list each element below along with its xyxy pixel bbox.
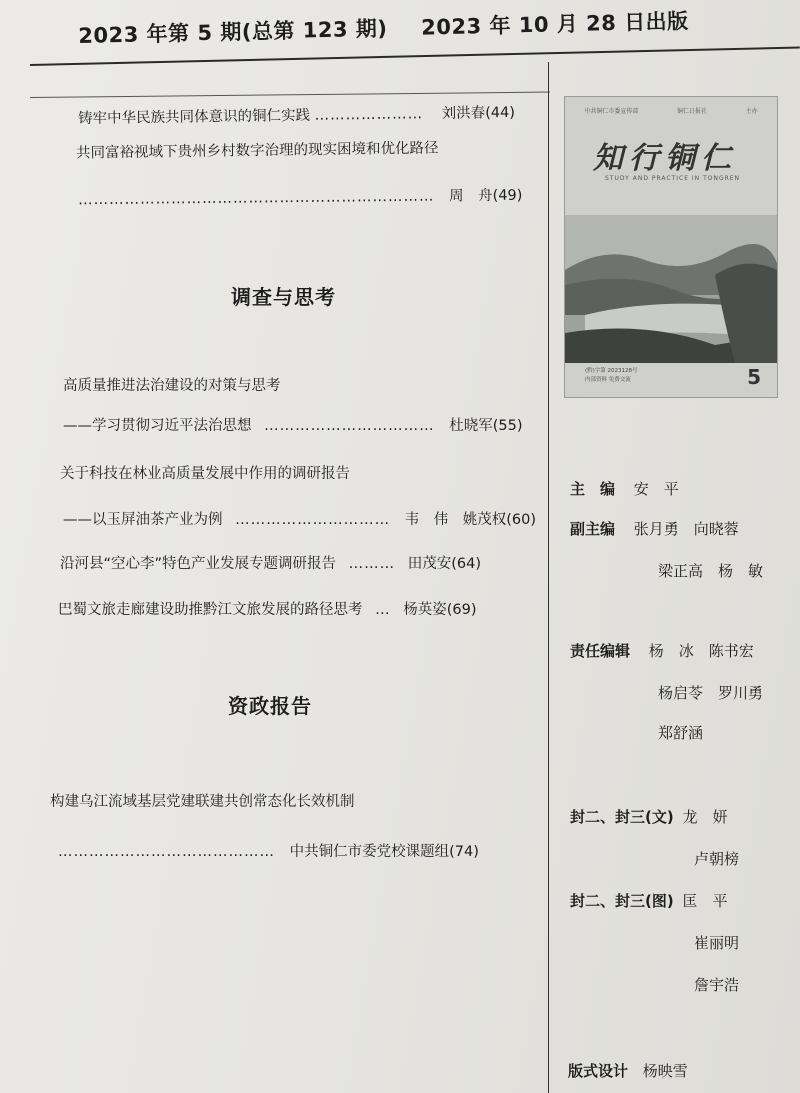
credit-cover-image: 封二、封三(图) 匡 平 [570,892,728,910]
magazine-cover [564,96,778,398]
toc-entry-dots: …………………………………………………………… 周 舟(49) [77,187,523,209]
cover-band: 中共铜仁市委宣传部 铜仁日报社 主办 [584,107,758,115]
toc-entry[interactable]: 共同富裕视域下贵州乡村数字治理的现实困境和优化路径 [75,140,439,162]
toc-entry-sub: ——学习贯彻习近平法治思想 …………………………… 杜晓军(55) [63,418,523,434]
credit-cover-text-2: 卢朝榜 [694,850,740,868]
credit-responsible-editor: 责任编辑 杨 冰 陈书宏 [570,642,754,660]
cover-subtitle: STUDY AND PRACTICE IN TONGREN [605,175,741,182]
cover-issue-number: 5 [747,365,761,389]
section-heading: 资政报告 [228,694,312,718]
credit-deputy-editor: 副主编 张月勇 向晓蓉 [570,520,739,538]
credit-deputy-editor-2: 梁正高 杨 敏 [658,562,764,580]
toc-entry[interactable]: 巴蜀文旅走廊建设助推黔江文旅发展的路径思考 … 杨英姿(69) [58,602,477,618]
toc-entry[interactable]: 关于科技在林业高质量发展中作用的调研报告 [60,466,350,482]
credit-cover-image-3: 詹宇浩 [694,976,740,994]
cover-footer: (黔)字第 2023128号 内部资料 免费交流 [585,368,638,383]
toc-entry-sub: ——以玉屏油茶产业为例 ………………………… 韦 伟 姚茂权(60) [63,512,536,528]
credit-cover-text: 封二、封三(文) 龙 妍 [570,808,728,826]
toc-entry-dots: …………………………………… 中共铜仁市委党校课题组(74) [58,844,479,860]
toc-entry[interactable]: 沿河县“空心李”特色产业发展专题调研报告 ……… 田茂安(64) [60,556,482,572]
publication-date: 2023 年 10 月 28 日出版 [420,9,689,40]
credit-chief-editor: 主 编 安 平 [570,480,679,498]
toc-entry[interactable]: 构建乌江流域基层党建联建共创常态化长效机制 [50,794,355,810]
cover-landscape-photo [565,215,777,363]
credit-responsible-editor-3: 郑舒涵 [658,724,704,742]
header-rule [30,47,800,66]
issue-number: 2023 年第 5 期(总第 123 期) [78,16,388,48]
cover-title: 知行铜仁 [593,141,737,176]
column-divider [548,62,549,1093]
section-heading: 调查与思考 [231,285,336,309]
toc-entry[interactable]: 高质量推进法治建设的对策与思考 [63,378,281,394]
credit-responsible-editor-2: 杨启苓 罗川勇 [658,684,764,702]
toc-entry[interactable]: 铸牢中华民族共同体意识的铜仁实践 ………………… 刘洪春(44) [77,104,516,128]
page-header [78,5,689,50]
credit-layout-design: 版式设计 杨映雪 [568,1062,688,1080]
credit-cover-image-2: 崔丽明 [694,934,740,952]
column-rule [30,92,550,98]
